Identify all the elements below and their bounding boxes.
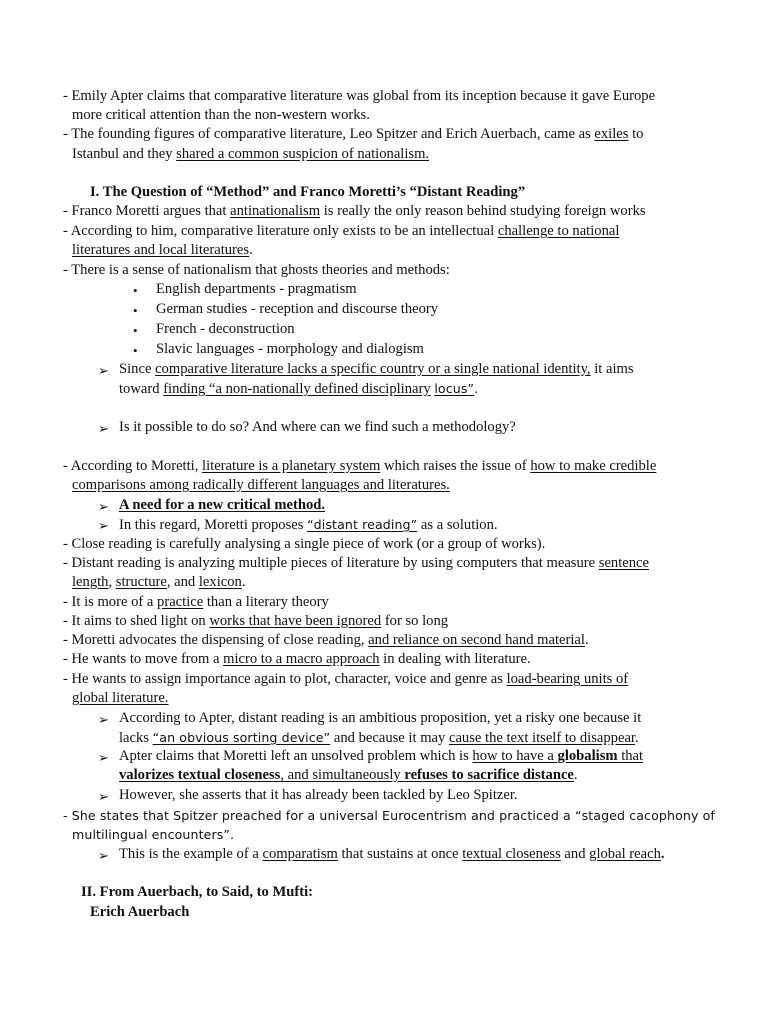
arrow-bullet-icon: ➢ xyxy=(98,518,109,533)
paragraph-line: literatures and local literatures. xyxy=(72,242,253,258)
paragraph-line: - According to him, comparative literature only exists to be an intellectual challenge to national xyxy=(63,223,620,239)
list-item: Is it possible to do so? And where can we find such a methodology? xyxy=(119,419,516,435)
paragraph-line: - According to Moretti, literature is a planetary system which raises the issue of how to make credible xyxy=(63,458,657,474)
paragraph-line: - There is a sense of nationalism that ghosts theories and methods: xyxy=(63,262,450,278)
paragraph-line: lacks “an obvious sorting device” and because it may cause the text itself to disappear. xyxy=(119,730,639,746)
paragraph-line: - It is more of a practice than a literary theory xyxy=(63,594,329,610)
paragraph-line: length, structure, and lexicon. xyxy=(72,574,246,590)
paragraph-line: toward finding “a non-nationally defined disciplinary locus”. xyxy=(119,381,479,397)
paragraph-line: global literature. xyxy=(72,690,169,706)
paragraph-line: - The founding figures of comparative literature, Leo Spitzer and Erich Auerbach, came as exiles to xyxy=(63,126,644,142)
paragraph-line: - She states that Spitzer preached for a universal Eurocentrism and practiced a “staged cacophony of xyxy=(63,808,715,823)
paragraph-line: - He wants to move from a micro to a macro approach in dealing with literature. xyxy=(63,651,531,667)
list-item: English departments - pragmatism xyxy=(156,281,357,297)
list-item: German studies - reception and discourse theory xyxy=(156,301,439,317)
section-heading: II. From Auerbach, to Said, to Mufti: xyxy=(81,884,314,900)
paragraph-line: - Close reading is carefully analysing a single piece of work (or a group of works). xyxy=(63,536,546,552)
list-item: In this regard, Moretti proposes “distant reading” as a solution. xyxy=(119,517,498,533)
paragraph-line: more critical attention than the non-western works. xyxy=(72,107,370,123)
list-item: However, she asserts that it has already been tackled by Leo Spitzer. xyxy=(119,787,518,803)
paragraph-line: - He wants to assign importance again to plot, character, voice and genre as load-bearing units of xyxy=(63,671,629,687)
list-item: This is the example of a comparatism that sustains at once textual closeness and global reach. xyxy=(119,846,665,862)
arrow-bullet-icon: ➢ xyxy=(98,750,109,765)
paragraph-line: Istanbul and they shared a common suspicion of nationalism. xyxy=(72,146,430,162)
subsection-heading: Erich Auerbach xyxy=(90,904,190,920)
paragraph-line: comparisons among radically different languages and literatures. xyxy=(72,477,450,493)
arrow-bullet-icon: ➢ xyxy=(98,848,109,863)
paragraph-line: - Moretti advocates the dispensing of close reading, and reliance on second hand material. xyxy=(63,632,589,648)
paragraph-line: - Emily Apter claims that comparative literature was global from its inception because it gave Europe xyxy=(63,88,656,104)
list-item: Slavic languages - morphology and dialogism xyxy=(156,341,424,357)
list-item: A need for a new critical method. xyxy=(119,497,326,513)
arrow-bullet-icon: ➢ xyxy=(98,421,109,436)
section-heading: I. The Question of “Method” and Franco Moretti’s “Distant Reading” xyxy=(90,184,526,200)
bullet-icon: • xyxy=(133,303,138,318)
paragraph-line: - Distant reading is analyzing multiple pieces of literature by using computers that measure sentence xyxy=(63,555,650,571)
list-item: Since comparative literature lacks a specific country or a single national identity, it aims xyxy=(119,361,634,377)
paragraph-line: multilingual encounters”. xyxy=(72,827,235,842)
arrow-bullet-icon: ➢ xyxy=(98,712,109,727)
paragraph-line: - It aims to shed light on works that have been ignored for so long xyxy=(63,613,449,629)
arrow-bullet-icon: ➢ xyxy=(98,499,109,514)
list-item: According to Apter, distant reading is an ambitious proposition, yet a risky one because it xyxy=(119,710,642,726)
bullet-icon: • xyxy=(133,343,138,358)
paragraph-line: - Franco Moretti argues that antinationalism is really the only reason behind studying foreign works xyxy=(63,203,646,219)
paragraph-line: valorizes textual closeness, and simultaneously refuses to sacrifice distance. xyxy=(119,767,578,783)
list-item: Apter claims that Moretti left an unsolved problem which is how to have a globalism that xyxy=(119,748,644,764)
bullet-icon: • xyxy=(133,323,138,338)
arrow-bullet-icon: ➢ xyxy=(98,789,109,804)
bullet-icon: • xyxy=(133,283,138,298)
list-item: French - deconstruction xyxy=(156,321,295,337)
arrow-bullet-icon: ➢ xyxy=(98,363,109,378)
